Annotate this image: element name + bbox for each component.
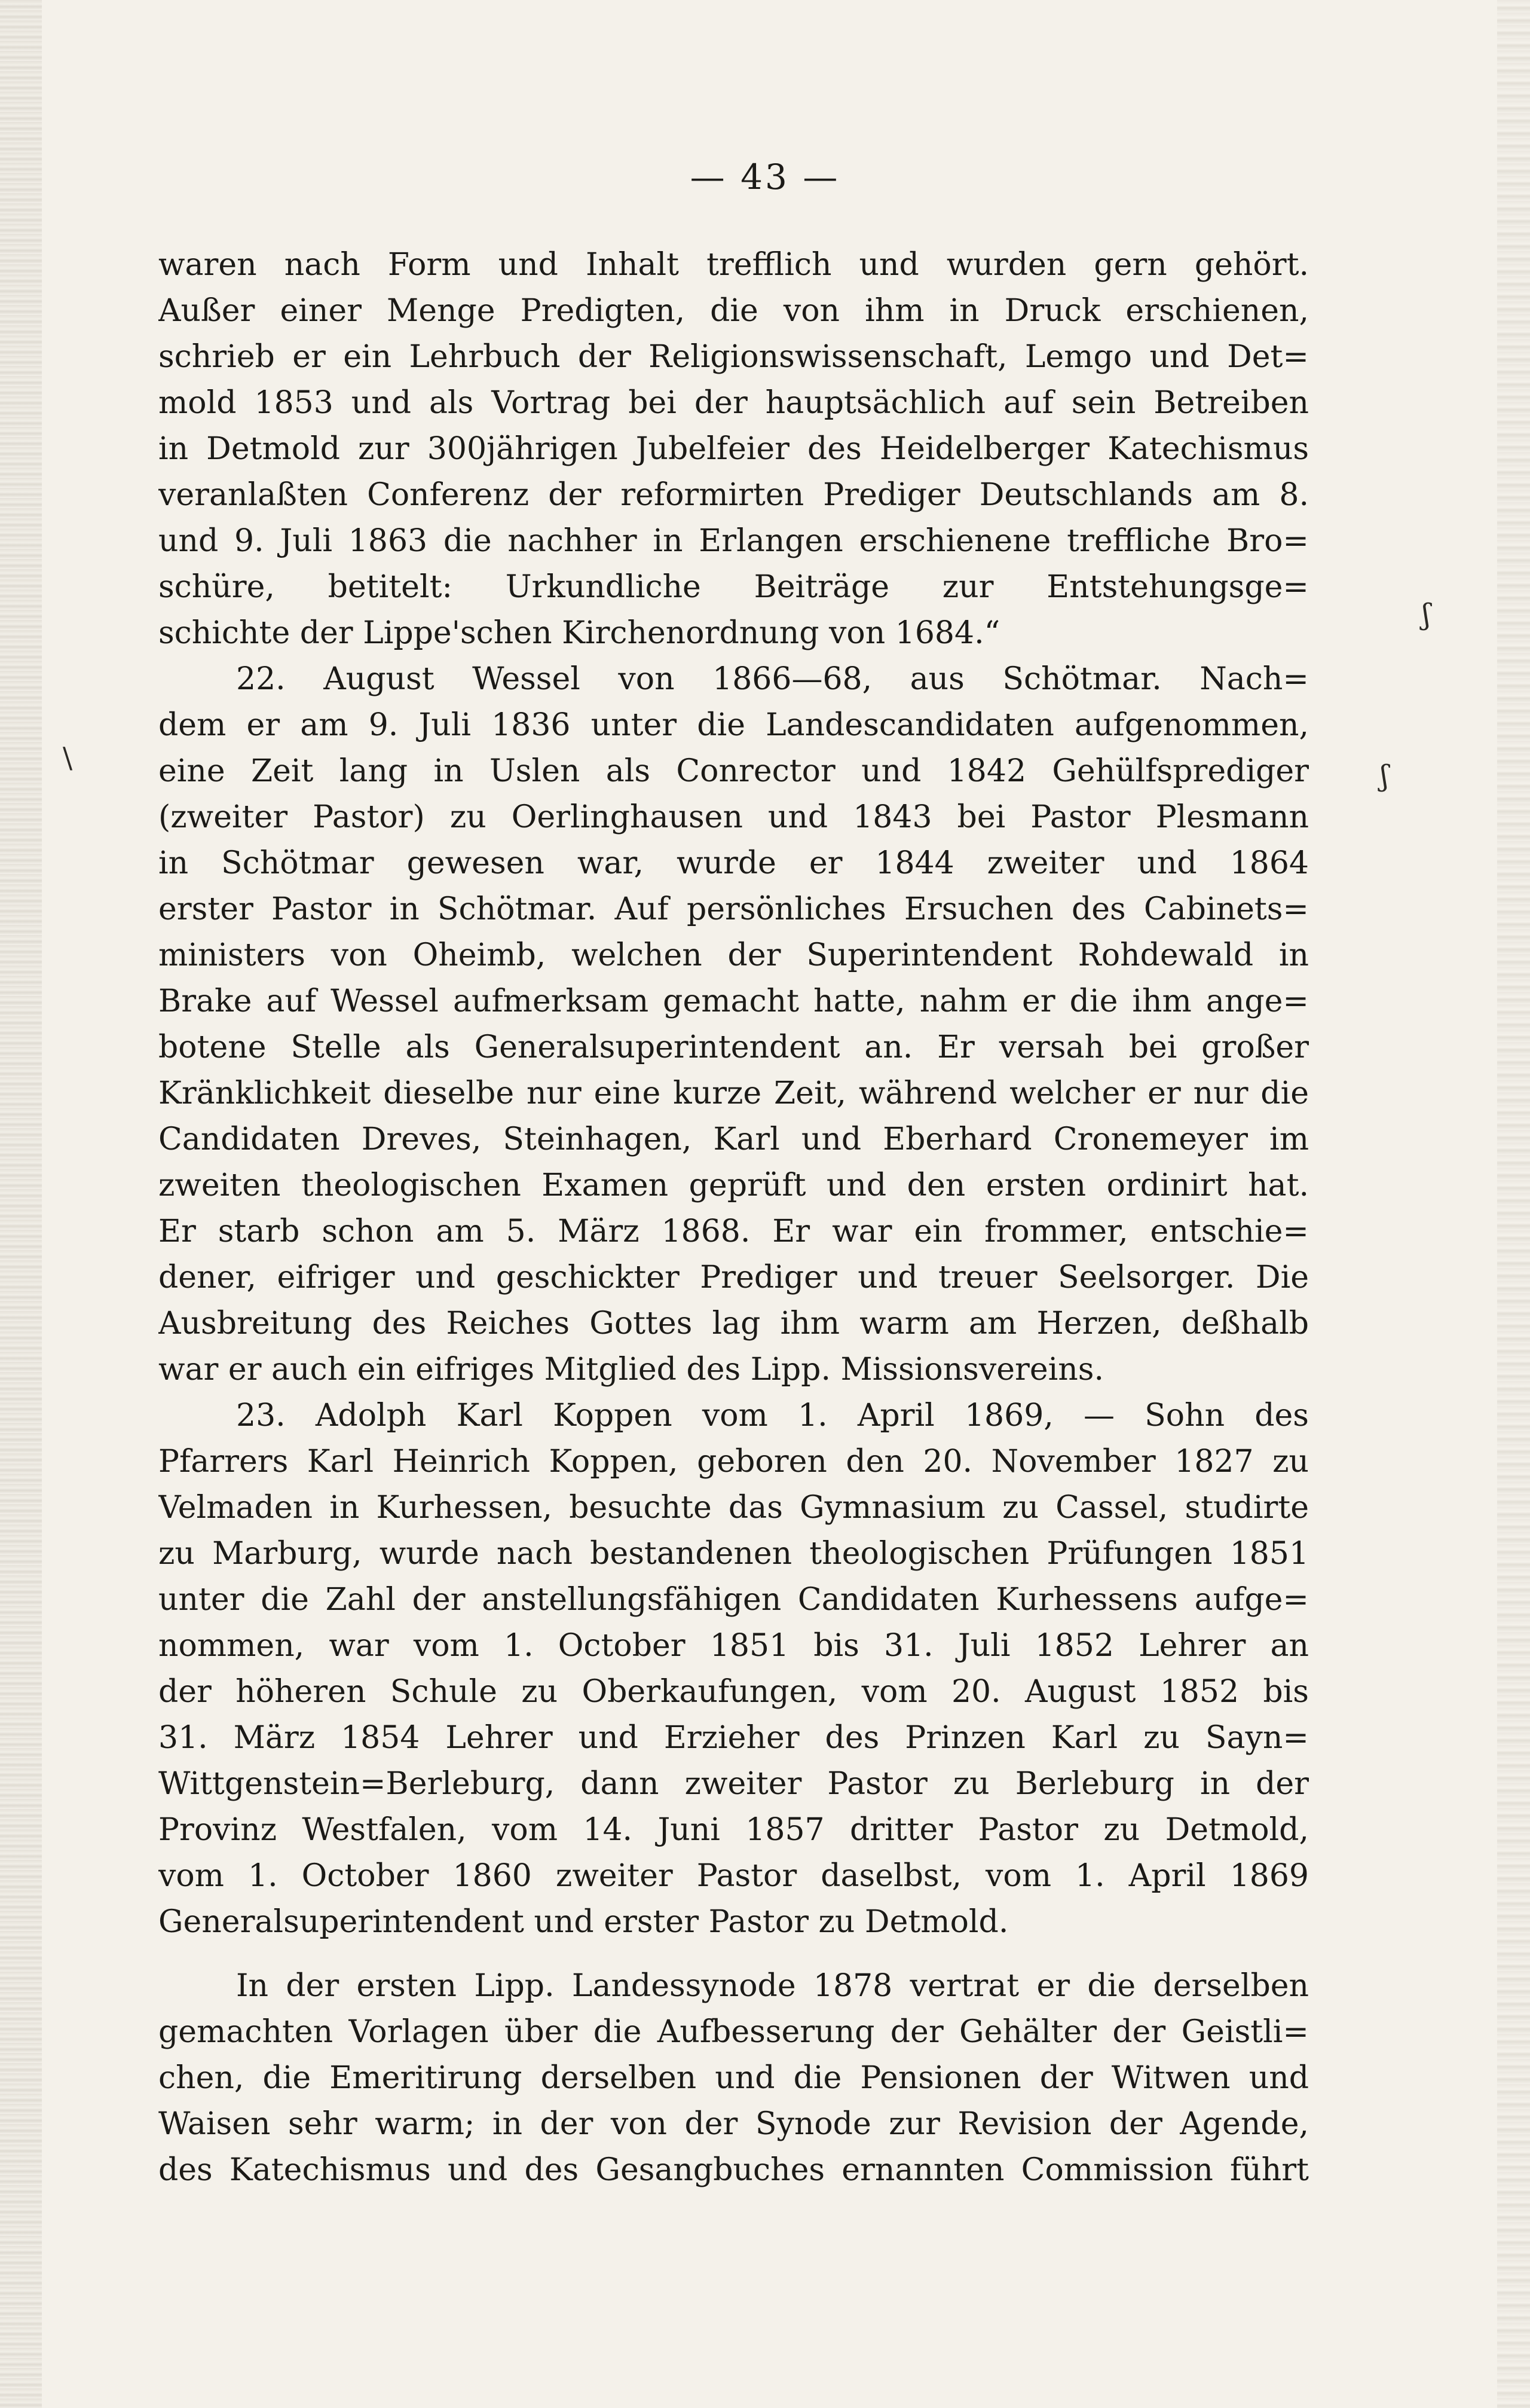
margin-mark: ʃ (1422, 598, 1431, 631)
text-line: (zweiter Pastor) zu Oerlinghausen und 1843 bei Pastor Plesmann (158, 799, 1309, 835)
text-line: Velmaden in Kurhessen, besuchte das Gymnasium zu Cassel, studirte (158, 1490, 1309, 1526)
text-line: Kränklichkeit dieselbe nur eine kurze Zeit, während welcher er nur die (158, 1075, 1309, 1111)
text-line: Wittgenstein=Berleburg, dann zweiter Pastor zu Berleburg in der (158, 1766, 1309, 1802)
paragraph-start-23: 23. Adolph Karl Koppen vom 1. April 1869, — Sohn des (236, 1398, 1309, 1434)
margin-mark: ʃ (1381, 759, 1389, 793)
text-line: in Detmold zur 300jährigen Jubelfeier des Heidelberger Katechismus (158, 431, 1309, 467)
text-line: 31. März 1854 Lehrer und Erzieher des Prinzen Karl zu Sayn= (158, 1720, 1309, 1756)
text-line: Brake auf Wessel aufmerksam gemacht hatte, nahm er die ihm ange= (158, 983, 1309, 1019)
text-line: vom 1. October 1860 zweiter Pastor daselbst, vom 1. April 1869 (158, 1858, 1309, 1894)
text-line: des Katechismus und des Gesangbuches ernannten Commission führt (158, 2152, 1309, 2188)
text-line: waren nach Form und Inhalt trefflich und wurden gern gehört. (158, 247, 1309, 283)
text-line: veranlaßten Conferenz der reformirten Prediger Deutschlands am 8. (158, 477, 1309, 513)
paragraph-gap (158, 1945, 1309, 1963)
text-line: erster Pastor in Schötmar. Auf persönliches Ersuchen des Cabinets= (158, 891, 1309, 927)
text-line: Provinz Westfalen, vom 14. Juni 1857 dritter Pastor zu Detmold, (158, 1812, 1309, 1848)
paragraph-start-22: 22. August Wessel von 1866—68, aus Schötmar. Nach= (236, 661, 1309, 697)
text-line: gemachten Vorlagen über die Aufbesserung der Gehälter der Geistli= (158, 2014, 1309, 2050)
text-line: zu Marburg, wurde nach bestandenen theologischen Prüfungen 1851 (158, 1536, 1309, 1572)
text-line: Pfarrers Karl Heinrich Koppen, geboren den 20. November 1827 zu (158, 1444, 1309, 1480)
text-line: der höheren Schule zu Oberkaufungen, vom 20. August 1852 bis (158, 1674, 1309, 1710)
margin-mark: \ (63, 741, 73, 775)
text-line: schichte der Lippe'schen Kirchenordnung von 1684.“ (158, 615, 1000, 651)
text-line: Er starb schon am 5. März 1868. Er war ein frommer, entschie= (158, 1214, 1309, 1249)
text-line: nommen, war vom 1. October 1851 bis 31. Juli 1852 Lehrer an (158, 1628, 1309, 1664)
text-line: schüre, betitelt: Urkundliche Beiträge zur Entstehungsge= (158, 569, 1309, 605)
text-line: Ausbreitung des Reiches Gottes lag ihm warm am Herzen, deßhalb (158, 1306, 1309, 1341)
text-line: Generalsuperintendent und erster Pastor zu Detmold. (158, 1904, 1009, 1940)
text-line: dener, eifriger und geschickter Prediger und treuer Seelsorger. Die (158, 1260, 1309, 1295)
paragraph-start-synode: In der ersten Lipp. Landessynode 1878 vertrat er die derselben (236, 1968, 1309, 2004)
text-line: schrieb er ein Lehrbuch der Religionswissenschaft, Lemgo und Det= (158, 339, 1309, 375)
text-line: und 9. Juli 1863 die nachher in Erlangen erschienene treffliche Bro= (158, 523, 1309, 559)
page-body (158, 242, 1309, 2370)
text-line: dem er am 9. Juli 1836 unter die Landescandidaten aufgenommen, (158, 707, 1309, 743)
text-line: war er auch ein eifriges Mitglied des Lipp. Missionsvereins. (158, 1352, 1104, 1388)
text-line: in Schötmar gewesen war, wurde er 1844 zweiter und 1864 (158, 845, 1309, 881)
text-line: eine Zeit lang in Uslen als Conrector und 1842 Gehülfsprediger (158, 753, 1309, 789)
text-line: Waisen sehr warm; in der von der Synode zur Revision der Agende, (158, 2106, 1309, 2142)
page-number: — 43 — (690, 157, 840, 197)
text-line: botene Stelle als Generalsuperintendent an. Er versah bei großer (158, 1029, 1309, 1065)
text-line: Außer einer Menge Predigten, die von ihm in Druck erschienen, (158, 293, 1309, 329)
text-line: ministers von Oheimb, welchen der Superintendent Rohdewald in (158, 937, 1309, 973)
text-line: unter die Zahl der anstellungsfähigen Candidaten Kurhessens aufge= (158, 1582, 1309, 1618)
scan-edge-right (1497, 0, 1530, 2408)
text-line: chen, die Emeritirung derselben und die Pensionen der Witwen und (158, 2060, 1309, 2096)
text-line: Candidaten Dreves, Steinhagen, Karl und Eberhard Cronemeyer im (158, 1122, 1309, 1157)
scan-edge-left (0, 0, 42, 2408)
text-line: mold 1853 und als Vortrag bei der hauptsächlich auf sein Betreiben (158, 385, 1309, 421)
text-line: zweiten theologischen Examen geprüft und den ersten ordinirt hat. (158, 1168, 1309, 1203)
